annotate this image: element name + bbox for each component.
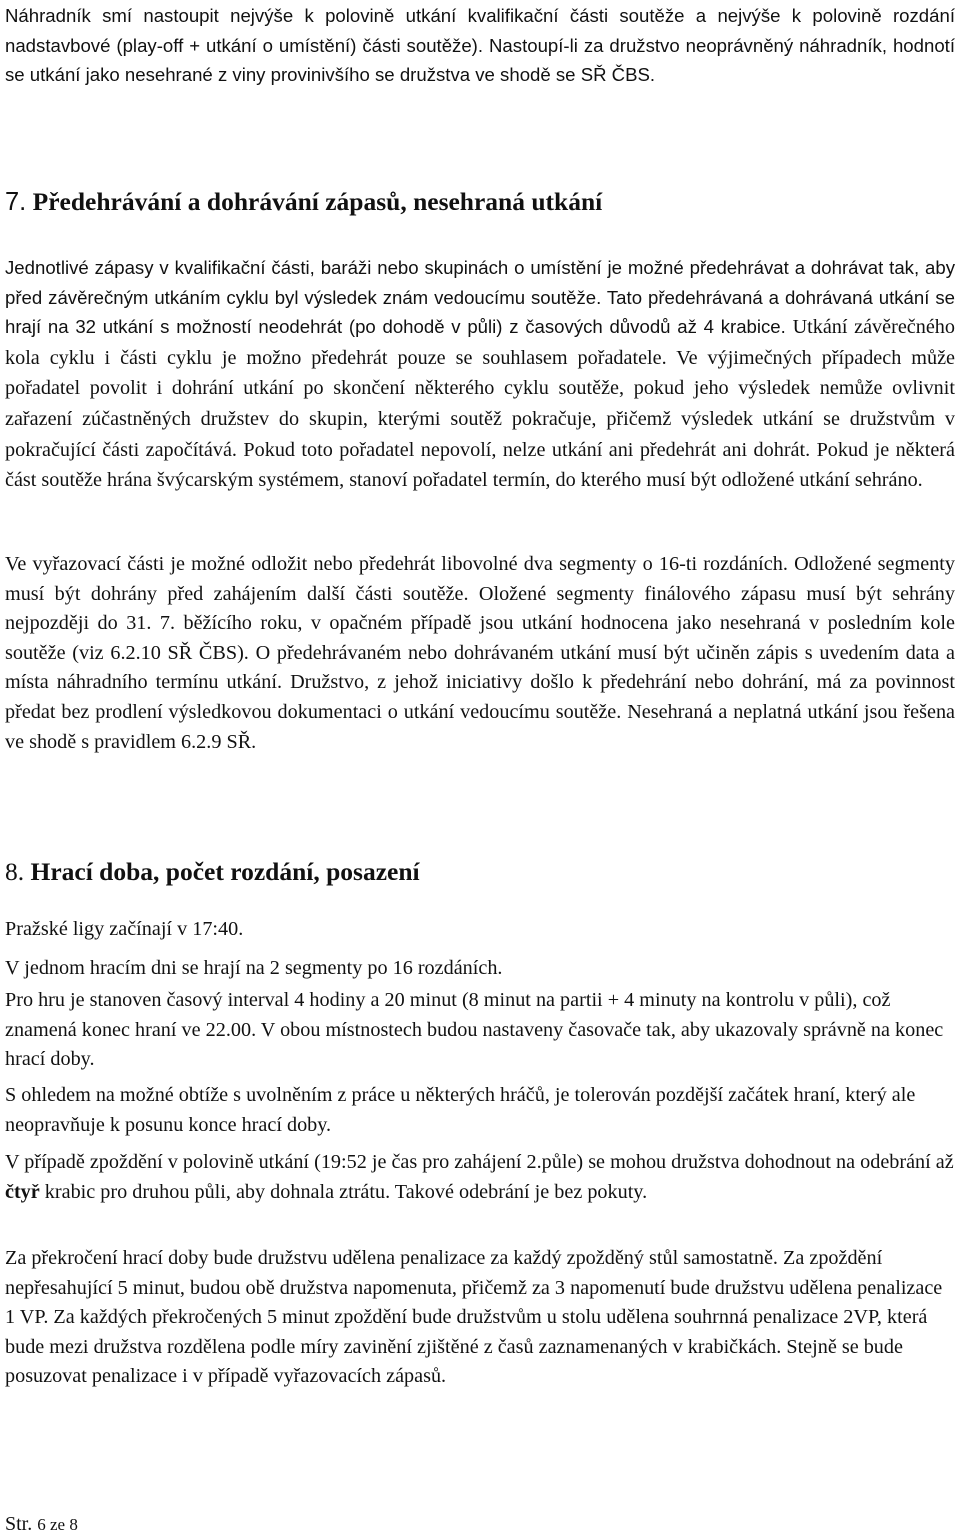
time-interval-paragraph: Pro hru je stanoven časový interval 4 hodiny a 20 minut (8 minut na partii + 4 minuty na kontrolu v půli), což znamená konec hraní ve 22.00. V obou místnostech budou nastaveny časovače tak, aby ukazovaly správně na konec hrací doby. xyxy=(5,989,944,1071)
delay-text-after: krabic pro druhou půli, aby dohnala ztrátu. Takové odebrání je bez pokuty. xyxy=(39,1180,648,1203)
section-7-heading xyxy=(5,186,602,218)
section-7-text-a: Jednotlivé zápasy v kvalifikační části, baráži nebo skupinách o umístění je možné předehrávat a dohrávat tak, aby před závěrečným utkáním cyklu byl výsledek znám vedoucímu soutěže. xyxy=(5,257,955,308)
late-start-paragraph: S ohledem na možné obtíže s uvolněním z práce u některých hráčů, je tolerován pozdější začátek hraní, který ale neopravňuje k posunu konce hrací doby. xyxy=(5,1084,916,1136)
page-footer xyxy=(5,1513,78,1536)
start-time-paragraph: Pražské ligy začínají v 17:40. xyxy=(5,918,244,940)
section-7-title: Předehrávání a dohrávání zápasů, nesehraná utkání xyxy=(32,187,603,216)
segments-paragraph: V jednom hracím dni se hrají na 2 segmenty po 16 rozdáních. xyxy=(5,957,503,979)
delay-text-bold: čtyř xyxy=(5,1180,40,1203)
section-7-text-b: Tato předehrávaná a dohrávaná utkání se hrají na 32 utkání s možností neodehrát (po dohodě v půli) z časových důvodů až 4 krabice. xyxy=(5,286,955,338)
penalty-paragraph: Za překročení hrací doby bude družstvu udělena penalizace za každý zpožděný stůl samostatně. Za zpoždění nepřesahující 5 minut, budou obě družstva napomenuta, přičemž za 3 napomenutí bude družstvu udělena penalizace 1 VP. Za každých překročených 5 minut zpoždění bude družstvům u stolu udělena souhrnná penalizace 2VP, která bude mezi družstva rozdělena podle míry zavinění zjištěné z časů zaznamenaných v krabičkách. Stejně se bude posuzovat penalizace i v případě vyřazovacích zápasů. xyxy=(5,1247,943,1388)
section-7-paragraph-2: Ve vyřazovací části je možné odložit nebo předehrát libovolné dva segmenty o 16-ti rozdáních. Odložené segmenty musí být dohrány před zahájením další části soutěže. Oložené segmenty finálového zápasu musí být sehrány nejpozději do 31. 7. běžícího roku, v opačném případě jsou utkání hodnocena jako nesehraná v posledním kole soutěže (viz 6.2.10 SŘ ČBS). O předehrávaném nebo dohrávaném utkání musí být učiněn zápis s uvedením data a místa náhradního termínu utkání. Družstvo, z jehož iniciativy došlo k předehrání nebo dohrání, má za povinnost předat bez prodlení výsledkovou dokumentaci o utkání vedoucímu soutěže. Nesehraná a neplatná utkání jsou řešena ve shodě s pravidlem 6.2.9 SŘ. xyxy=(5,553,955,753)
section-7-paragraph xyxy=(5,253,955,496)
footer-page-number: 6 ze 8 xyxy=(37,1515,78,1534)
section-8-number: 8. xyxy=(5,857,25,886)
section-8-title: Hrací doba, počet rozdání, posazení xyxy=(30,857,420,886)
top-paragraph: Náhradník smí nastoupit nejvýše k polovině utkání kvalifikační části soutěže a nejvýše k polovině rozdání nadstavbové (play-off + utkání o umístění) části soutěže). Nastoupí-li za družstvo neoprávněný náhradník, hodnotí se utkání jako nesehrané z viny provinivšího se družstva ve shodě se SŘ ČBS. xyxy=(5,5,955,86)
delay-paragraph xyxy=(5,1148,955,1207)
section-8-heading xyxy=(5,856,420,888)
section-7-number: 7. xyxy=(5,188,27,216)
section-7-text-c: Utkání závěrečného kola cyklu i části cyklu je možno předehrát pouze se souhlasem pořadatele. Ve výjimečných případech může pořadatel povolit i dohrání utkání po skončení některého cyklu soutěže, pokud jeho výsledek nemůže ovlivnit zařazení zúčastněných družstev do skupin, kterými soutěž pokračuje, přičemž výsledek utkání se družstvům v pokračující části započítává. Pokud toto pořadatel nepovolí, nelze utkání ani předehrát ani dohrát. Pokud je některá část soutěže hrána švýcarským systémem, stanoví pořadatel termín, do kterého musí být odložené utkání sehráno. xyxy=(5,316,955,492)
delay-text-before: V případě zpoždění v polovině utkání (19:52 je čas pro zahájení 2.půle) se mohou družstva dohodnout na odebrání až xyxy=(5,1151,954,1173)
footer-prefix: Str. xyxy=(5,1513,33,1535)
